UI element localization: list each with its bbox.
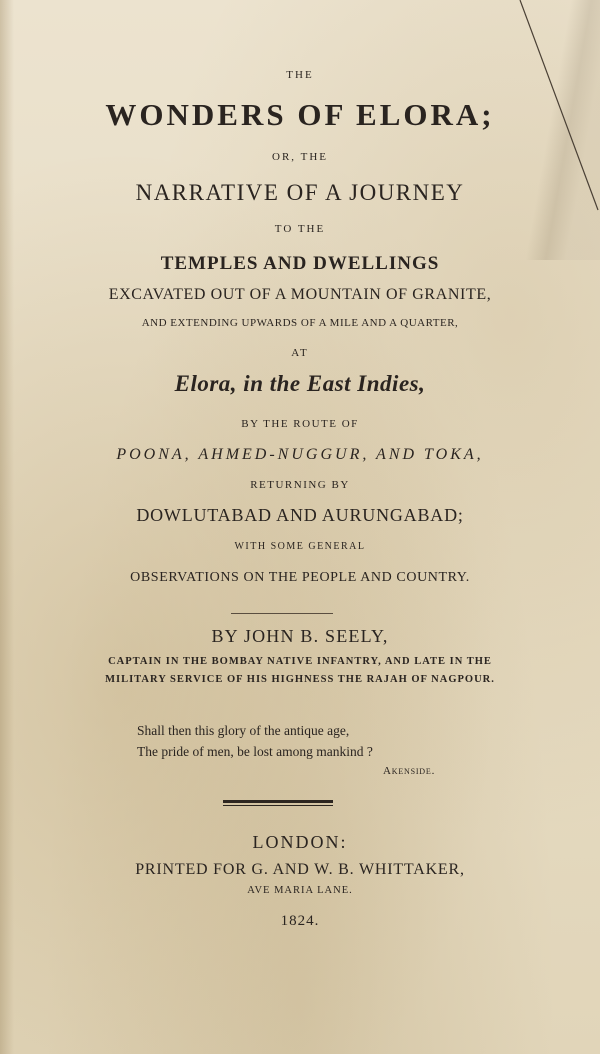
- page-fold-crease: [510, 0, 600, 260]
- double-rule-top: [223, 800, 333, 803]
- book-title: WONDERS OF ELORA;: [105, 97, 495, 132]
- or-the-label: OR, THE: [272, 151, 328, 163]
- to-the-label: TO THE: [274, 223, 326, 235]
- divider-rule: [231, 613, 333, 614]
- author-description-1: CAPTAIN IN THE BOMBAY NATIVE INFANTRY, AND LATE IN THE: [108, 656, 492, 667]
- epigraph-line-1: Shall then this glory of the antique age,: [137, 723, 350, 738]
- publication-year: 1824.: [280, 913, 320, 929]
- printer-address: AVE MARIA LANE.: [247, 885, 353, 896]
- place-heading: Elora, in the East Indies,: [174, 371, 426, 396]
- excavated-line: EXCAVATED OUT OF A MOUNTAIN OF GRANITE,: [108, 286, 492, 303]
- temples-heading: TEMPLES AND DWELLINGS: [160, 253, 440, 274]
- observations-line: OBSERVATIONS ON THE PEOPLE AND COUNTRY.: [130, 570, 470, 585]
- extending-line: AND EXTENDING UPWARDS OF A MILE AND A QUARTER,: [141, 317, 459, 329]
- the-label: THE: [286, 69, 314, 81]
- author-line: BY JOHN B. SEELY,: [211, 626, 389, 646]
- epigraph-line-2: The pride of men, be lost among mankind ?: [137, 744, 373, 759]
- publication-city: LONDON:: [252, 832, 348, 852]
- route-of-label: BY THE ROUTE OF: [241, 418, 359, 430]
- epigraph-attribution: Akenside.: [383, 765, 436, 777]
- author-description-2: MILITARY SERVICE OF HIS HIGHNESS THE RAJAH OF NAGPOUR.: [105, 674, 495, 685]
- double-rule-bottom: [223, 805, 333, 806]
- at-label: AT: [291, 347, 309, 359]
- route-line: POONA, AHMED-NUGGUR, AND TOKA,: [116, 446, 484, 463]
- printer-line: PRINTED FOR G. AND W. B. WHITTAKER,: [135, 861, 465, 878]
- with-general-label: WITH SOME GENERAL: [234, 541, 366, 552]
- subtitle-narrative: NARRATIVE OF A JOURNEY: [135, 180, 465, 205]
- return-route-line: DOWLUTABAD AND AURUNGABAD;: [136, 505, 464, 525]
- returning-by-label: RETURNING BY: [250, 479, 350, 491]
